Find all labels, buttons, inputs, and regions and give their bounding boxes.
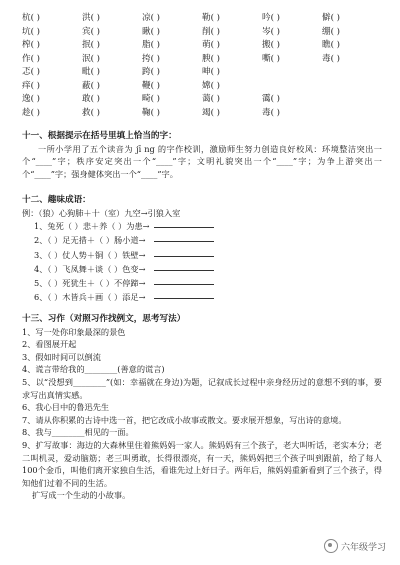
grid-cell: 勒( ) [202, 13, 221, 23]
writing-prompt: 7、请从你积累的古诗中选一首，把它改成小故事或散文。要求展开想象，写出诗的意境。 [22, 414, 347, 425]
writing-prompt: 9、扩写故事：海边的大森林里住着熊妈妈一家人。熊妈妈有三个孩子，老大叫听话，老实本分；老二叫机灵，爱动脑筋；老三叫勇敢，长得很漂亮，有一天，熊妈妈把三个孩子叫到跟前，给了每人100个金币，叫他们离开家独自生活，看谁先过上好日子。两年后，熊妈妈重新看到了三个孩子，得知他们过着不同的生活。 [22, 439, 382, 488]
grid-cell [322, 80, 382, 94]
grid-cell: 呻( ) [202, 67, 221, 77]
writing-prompt: 3、假如时间可以倒流 [22, 351, 101, 362]
grid-cell: 瞧( ) [322, 40, 341, 50]
grid-cell: 嫦( ) [202, 80, 221, 91]
writing-prompt: 4、谎言带给我的________(善意的谎言) [22, 364, 165, 375]
grid-row [22, 107, 382, 121]
section-13 [22, 313, 382, 502]
grid-cell [322, 107, 382, 121]
idiom-list [22, 219, 382, 304]
grid-cell [262, 80, 322, 94]
idiom-prompt: 2、（ ）足无措＋（ ）肠小道→ [34, 235, 146, 246]
grid-cell: 瞅( ) [142, 26, 161, 37]
idiom-item [22, 262, 382, 276]
grid-cell: 削( ) [202, 26, 221, 37]
grid-cell: 毒( ) [322, 53, 341, 64]
grid-row [22, 80, 382, 94]
grid-cell: 忑( ) [22, 67, 41, 77]
grid-cell: 逸( ) [22, 94, 41, 104]
section-13-title: 十三、习作（对照习作找例文，思考写法） [22, 314, 186, 324]
grid-row [22, 53, 382, 67]
grid-cell: 岑( ) [262, 26, 281, 37]
grid-cell: 抿( ) [82, 40, 101, 50]
grid-cell: 绷( ) [322, 26, 341, 37]
grid-cell: 杭( ) [22, 13, 41, 23]
grid-cell: 腴( ) [202, 53, 221, 64]
idiom-answer-blank[interactable] [154, 290, 214, 299]
idiom-answer-blank[interactable] [154, 262, 214, 271]
grid-cell: 泯( ) [82, 53, 101, 64]
grid-cell: 挎( ) [142, 53, 161, 64]
grid-cell: 救( ) [82, 107, 101, 118]
idiom-prompt: 1、兔死（ ）悲＋养（ ）为患→ [34, 221, 150, 232]
section-12-title: 十二、趣味成语： [22, 195, 91, 205]
grid-row [22, 66, 382, 80]
grid-cell: 榨( ) [22, 40, 41, 50]
writing-prompt: 2、看图展开起 [22, 339, 77, 350]
grid-cell: 鞭( ) [142, 80, 161, 91]
grid-cell [322, 66, 382, 80]
section-12-example: 例：（狼）心狗肺＋十（室）九空→引狼入室 [22, 207, 181, 218]
section-11 [22, 130, 382, 180]
watermark-text: 六年级学习 [340, 542, 386, 553]
grid-cell: 蔼( ) [202, 94, 221, 104]
grid-cell: 敢( ) [82, 94, 101, 104]
idiom-item [22, 276, 382, 290]
grid-cell: 跨( ) [142, 67, 161, 77]
grid-cell: 痒( ) [22, 80, 41, 91]
idiom-prompt: 6、（ ）木皆兵＋画（ ）添足→ [34, 292, 146, 303]
grid-cell: 毗( ) [82, 67, 101, 77]
grid-cell: 嘶( ) [262, 53, 281, 64]
writing-prompt: 扩写成一个生动的小故事。 [32, 490, 131, 501]
idiom-item [22, 248, 382, 262]
idiom-answer-blank[interactable] [154, 233, 214, 242]
idiom-item [22, 219, 382, 233]
idiom-item [22, 290, 382, 304]
writing-prompt-list [22, 326, 382, 502]
grid-cell: 僻( ) [322, 13, 341, 23]
grid-cell: 作( ) [22, 53, 41, 64]
idiom-prompt: 4、（ ）飞凤舞＋谈（ ）色变→ [34, 263, 146, 274]
grid-cell: 搬( ) [262, 40, 281, 50]
grid-cell: 竭( ) [202, 107, 221, 118]
writing-prompt: 5、以“没想到________”(如：幸福就在身边)为题，记叙成长过程中亲身经历过的意想不到的事，要求写出真情实感。 [22, 376, 382, 400]
grid-row [22, 39, 382, 53]
grid-cell: 毒( ) [262, 107, 281, 118]
grid-cell: 凉( ) [142, 13, 161, 23]
idiom-answer-blank[interactable] [154, 248, 214, 257]
wechat-icon [324, 539, 338, 553]
grid-row [22, 12, 382, 26]
grid-cell: 洪( ) [82, 13, 101, 23]
grid-cell: 萌( ) [202, 40, 221, 50]
grid-cell: 坑( ) [22, 26, 41, 37]
grid-cell: 趁( ) [22, 107, 41, 118]
idiom-answer-blank[interactable] [154, 276, 214, 285]
grid-cell: 宾( ) [82, 26, 101, 37]
grid-cell: 鞠( ) [142, 107, 161, 118]
idiom-item [22, 233, 382, 247]
section-11-text: 一所小学用了五个读音为 jī ng 的字作校训，激励师生努力创造良好校风：环境整洁突出一个“____”字；秩序安定突出一个“____”字；文明礼貌突出一个“____”字；为争上游突出一个“____”字；强身健体突出一个“____”字。 [22, 143, 382, 179]
grid-cell: 霭( ) [262, 94, 281, 104]
grid-cell: 蔽( ) [82, 80, 101, 91]
grid-cell [322, 93, 382, 107]
watermark [324, 539, 386, 553]
idiom-answer-blank[interactable] [154, 219, 214, 228]
section-11-title: 十一、根据提示在括号里填上恰当的字： [22, 131, 177, 141]
idiom-prompt: 3、（ ）仗人势＋铜（ ）铁壁→ [34, 249, 146, 260]
writing-prompt: 1、写一处你印象最深的景色 [22, 326, 126, 337]
grid-cell [262, 66, 322, 80]
character-grid [22, 12, 382, 120]
grid-cell: 畸( ) [142, 94, 161, 104]
grid-cell: 脂( ) [142, 40, 161, 50]
writing-prompt: 8、我与________相见的一面。 [22, 427, 134, 438]
section-12 [22, 194, 382, 304]
grid-row [22, 26, 382, 40]
grid-row [22, 93, 382, 107]
idiom-prompt: 5、（ ）死犹生＋（ ）不停蹄→ [34, 277, 146, 288]
writing-prompt: 6、我心目中的鲁迅先生 [22, 402, 110, 413]
grid-cell: 吟( ) [262, 13, 281, 23]
